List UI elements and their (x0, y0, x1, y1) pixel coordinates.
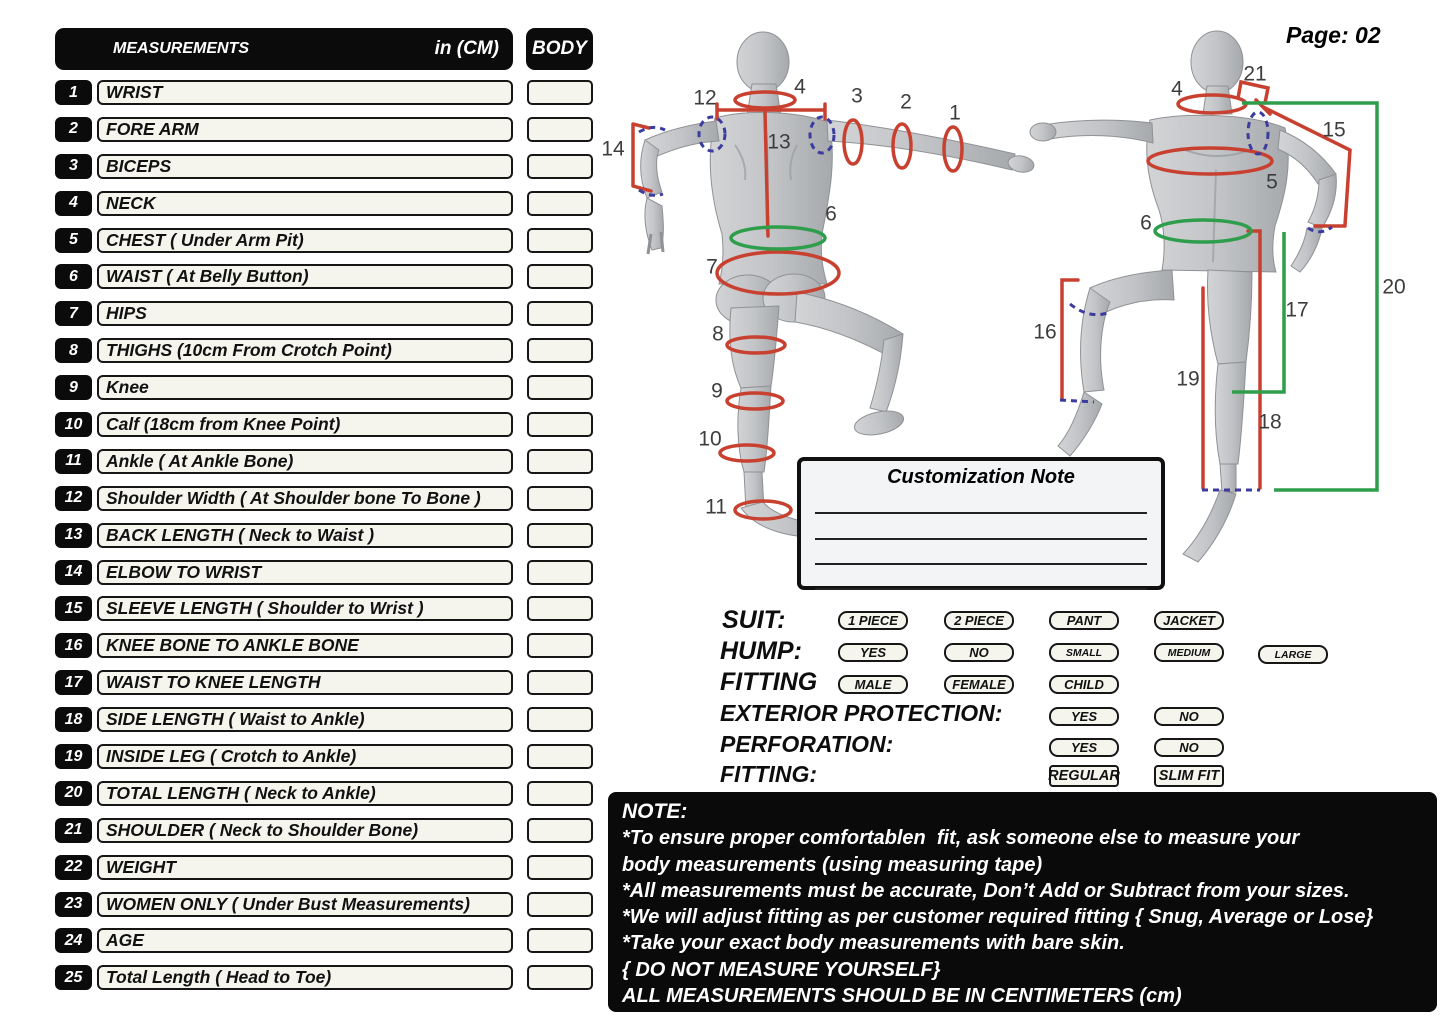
measurement-row (55, 154, 593, 179)
measurement-label: BICEPS (97, 154, 513, 179)
measurement-row (55, 560, 593, 585)
note-line: *All measurements must be accurate, Don’t Add or Subtract from your sizes. (622, 879, 1350, 902)
option-exterior-protection-no[interactable]: NO (1154, 707, 1224, 726)
body-measurement-input[interactable] (527, 781, 593, 806)
measurement-label: TOTAL LENGTH ( Neck to Ankle) (97, 781, 513, 806)
figure-annotation-number: 12 (693, 86, 717, 110)
measurement-number: 15 (55, 596, 92, 621)
figure-annotation-number: 20 (1382, 275, 1406, 299)
measurement-row (55, 781, 593, 806)
measurement-label: SIDE LENGTH ( Waist to Ankle) (97, 707, 513, 732)
body-measurement-input[interactable] (527, 633, 593, 658)
body-measurement-input[interactable] (527, 596, 593, 621)
measurement-row (55, 301, 593, 326)
measurements-header (55, 28, 513, 70)
figure-annotation-number: 2 (900, 90, 912, 114)
measurement-number: 13 (55, 523, 92, 548)
option-suit-jacket[interactable]: JACKET (1154, 611, 1224, 630)
measurement-label: INSIDE LEG ( Crotch to Ankle) (97, 744, 513, 769)
measurement-number: 4 (55, 191, 92, 216)
page-number: Page: 02 (1286, 22, 1381, 48)
measurement-label: THIGHS (10cm From Crotch Point) (97, 338, 513, 363)
measurement-number: 12 (55, 486, 92, 511)
measurement-number: 16 (55, 633, 92, 658)
body-measurement-input[interactable] (527, 560, 593, 585)
measurement-number: 24 (55, 928, 92, 953)
body-measurement-input[interactable] (527, 670, 593, 695)
customization-write-line[interactable] (815, 563, 1147, 565)
measurement-number: 25 (55, 965, 92, 990)
body-measurement-input[interactable] (527, 965, 593, 990)
body-measurement-input[interactable] (527, 486, 593, 511)
measurement-row (55, 596, 593, 621)
option-hump-small[interactable]: SMALL (1049, 643, 1119, 662)
measurement-number: 5 (55, 228, 92, 253)
body-measurement-input[interactable] (527, 928, 593, 953)
customization-write-line[interactable] (815, 512, 1147, 514)
measurement-number: 8 (55, 338, 92, 363)
measurement-number: 2 (55, 117, 92, 142)
body-measurement-input[interactable] (527, 412, 593, 437)
measurement-label: WAIST ( At Belly Button) (97, 264, 513, 289)
measurement-number: 17 (55, 670, 92, 695)
figure-annotation-number: 4 (1171, 77, 1183, 101)
fitting-style-label: FITTING: (720, 761, 818, 787)
figure-annotation-number: 15 (1322, 118, 1346, 142)
measurement-row (55, 338, 593, 363)
option-perforation-no[interactable]: NO (1154, 738, 1224, 757)
option-suit-1-piece[interactable]: 1 PIECE (838, 611, 908, 630)
figure-annotation-number: 3 (851, 84, 863, 108)
measurement-label: SLEEVE LENGTH ( Shoulder to Wrist ) (97, 596, 513, 621)
body-measurement-input[interactable] (527, 375, 593, 400)
measurement-number: 6 (55, 264, 92, 289)
note-line: *We will adjust fitting as per customer required fitting { Snug, Average or Lose} (622, 906, 1374, 929)
note-title: NOTE: (622, 800, 688, 823)
measurement-number: 7 (55, 301, 92, 326)
option-hump-yes[interactable]: YES (838, 643, 908, 662)
measurement-row (55, 818, 593, 843)
body-measurement-input[interactable] (527, 80, 593, 105)
measurement-label: FORE ARM (97, 117, 513, 142)
measurement-label: ELBOW TO WRIST (97, 560, 513, 585)
note-line: body measurements (using measuring tape) (622, 853, 1043, 876)
figure-annotation-number: 16 (1033, 320, 1057, 344)
measurement-number: 14 (55, 560, 92, 585)
measurement-row (55, 744, 593, 769)
measurement-label: WRIST (97, 80, 513, 105)
note-line: { DO NOT MEASURE YOURSELF} (622, 958, 941, 981)
option-suit-pant[interactable]: PANT (1049, 611, 1119, 630)
measurement-label: SHOULDER ( Neck to Shoulder Bone) (97, 818, 513, 843)
measurement-number: 18 (55, 707, 92, 732)
measurements-unit: in (CM) (434, 38, 499, 59)
figure-annotation-number: 1 (949, 101, 961, 125)
note-line: ALL MEASUREMENTS SHOULD BE IN CENTIMETERS (cm) (622, 985, 1182, 1008)
body-measurement-input[interactable] (527, 818, 593, 843)
measurement-row (55, 117, 593, 142)
measurement-label: Shoulder Width ( At Shoulder bone To Bone ) (97, 486, 513, 511)
customization-note-title: Customization Note (887, 466, 1075, 488)
body-measurement-input[interactable] (527, 228, 593, 253)
figure-annotation-number: 5 (1266, 170, 1278, 194)
measurement-row (55, 449, 593, 474)
note-box (608, 792, 1437, 1012)
figure-annotation-number: 19 (1176, 367, 1200, 391)
hump-label: HUMP: (720, 637, 802, 665)
measurement-row (55, 228, 593, 253)
measurement-number: 19 (55, 744, 92, 769)
measurement-number: 10 (55, 412, 92, 437)
customization-write-line[interactable] (815, 538, 1147, 540)
measurement-number: 20 (55, 781, 92, 806)
option-fitting-regular[interactable]: REGULAR (1049, 765, 1119, 787)
fitting-gender-label: FITTING (720, 668, 818, 696)
figure-annotation-number: 9 (711, 379, 723, 403)
figure-annotation-number: 11 (705, 495, 727, 519)
body-measurement-input[interactable] (527, 707, 593, 732)
exterior-protection-label: EXTERIOR PROTECTION: (720, 700, 1003, 726)
figure-annotation-number: 13 (767, 130, 791, 154)
measurement-label: Ankle ( At Ankle Bone) (97, 449, 513, 474)
measurement-label: WEIGHT (97, 855, 513, 880)
option-fitting-female[interactable]: FEMALE (944, 675, 1014, 694)
measurements-list (55, 80, 593, 990)
option-hump-medium[interactable]: MEDIUM (1154, 643, 1224, 662)
body-measurement-input[interactable] (527, 855, 593, 880)
measurement-row (55, 80, 593, 105)
measurement-label: CHEST ( Under Arm Pit) (97, 228, 513, 253)
figure-annotation-number: 6 (825, 202, 837, 226)
measurement-label: BACK LENGTH ( Neck to Waist ) (97, 523, 513, 548)
option-perforation-yes[interactable]: YES (1049, 738, 1119, 757)
measurement-row (55, 892, 593, 917)
customization-write-line[interactable] (815, 588, 1147, 590)
figure-annotation-number: 6 (1140, 211, 1152, 235)
option-fitting-child[interactable]: CHILD (1049, 675, 1119, 694)
measurement-label: WOMEN ONLY ( Under Bust Measurements) (97, 892, 513, 917)
measurement-row (55, 965, 593, 990)
measurement-label: AGE (97, 928, 513, 953)
option-hump-no[interactable]: NO (944, 643, 1014, 662)
measurement-number: 11 (55, 449, 92, 474)
figure-annotation-number: 18 (1258, 410, 1282, 434)
note-line: *Take your exact body measurements with bare skin. (622, 932, 1125, 955)
measurement-row (55, 375, 593, 400)
measurement-row (55, 707, 593, 732)
body-measurement-input[interactable] (527, 264, 593, 289)
measurements-title: MEASUREMENTS (113, 40, 250, 57)
body-measurement-input[interactable] (527, 744, 593, 769)
option-fitting-male[interactable]: MALE (838, 675, 908, 694)
measurement-row (55, 264, 593, 289)
body-measurement-input[interactable] (527, 191, 593, 216)
option-fitting-slim-fit[interactable]: SLIM FIT (1154, 765, 1224, 787)
body-measurement-input[interactable] (527, 154, 593, 179)
option-suit-2-piece[interactable]: 2 PIECE (944, 611, 1014, 630)
measurement-row (55, 486, 593, 511)
note-line: *To ensure proper comfortablen fit, ask someone else to measure your (622, 827, 1300, 850)
option-hump-large[interactable]: LARGE (1258, 645, 1328, 664)
measurement-number: 3 (55, 154, 92, 179)
suit-label: SUIT: (722, 606, 786, 634)
measurement-row (55, 633, 593, 658)
measurement-label: WAIST TO KNEE LENGTH (97, 670, 513, 695)
perforation-label: PERFORATION: (720, 731, 894, 757)
body-measurement-input[interactable] (527, 117, 593, 142)
measurement-row (55, 855, 593, 880)
body-measurement-input[interactable] (527, 449, 593, 474)
body-measurement-input[interactable] (527, 892, 593, 917)
measurement-number: 1 (55, 80, 92, 105)
body-column-header: BODY (526, 28, 593, 70)
measurement-label: Calf (18cm from Knee Point) (97, 412, 513, 437)
figure-annotation-number: 7 (706, 255, 718, 279)
measurement-row (55, 928, 593, 953)
figure-annotation-number: 4 (794, 75, 806, 99)
measurement-label: KNEE BONE TO ANKLE BONE (97, 633, 513, 658)
measurement-label: Total Length ( Head to Toe) (97, 965, 513, 990)
figure-annotation-number: 17 (1285, 298, 1309, 322)
option-exterior-protection-yes[interactable]: YES (1049, 707, 1119, 726)
figure-annotation-number: 14 (601, 137, 625, 161)
measurement-number: 21 (55, 818, 92, 843)
figure-annotation-number: 21 (1243, 62, 1267, 86)
customization-note-box[interactable] (797, 457, 1165, 590)
measurement-number: 22 (55, 855, 92, 880)
measurement-row (55, 412, 593, 437)
body-measurement-input[interactable] (527, 523, 593, 548)
measurement-label: Knee (97, 375, 513, 400)
measurement-label: HIPS (97, 301, 513, 326)
measurement-number: 9 (55, 375, 92, 400)
measurement-row (55, 191, 593, 216)
measurement-label: NECK (97, 191, 513, 216)
figure-annotation-number: 10 (698, 427, 722, 451)
body-measurement-input[interactable] (527, 301, 593, 326)
figure-annotation-number: 8 (712, 322, 724, 346)
measurement-number: 23 (55, 892, 92, 917)
body-measurement-input[interactable] (527, 338, 593, 363)
measurement-row (55, 523, 593, 548)
measurement-row (55, 670, 593, 695)
